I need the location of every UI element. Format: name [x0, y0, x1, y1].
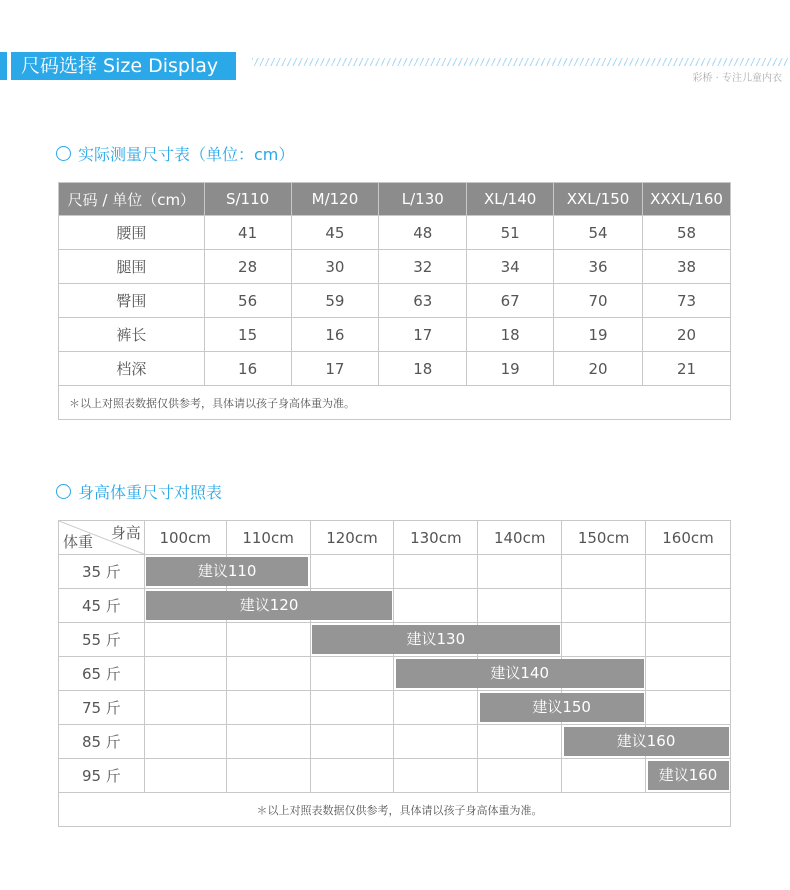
table-cell	[646, 555, 731, 589]
table-cell	[646, 589, 731, 623]
table-cell: 48	[379, 216, 467, 250]
table-cell: 16	[291, 318, 379, 352]
header-cell: 尺码 / 单位（cm）	[59, 183, 205, 216]
table-cell	[310, 589, 394, 623]
table-cell: 15	[204, 318, 291, 352]
table-cell: 58	[643, 216, 731, 250]
weight-label: 45 斤	[59, 589, 145, 623]
table-row	[59, 216, 731, 250]
corner-weight-label: 体重	[63, 533, 94, 551]
measure-table-title	[56, 142, 294, 165]
table-cell	[310, 623, 394, 657]
table-cell	[226, 759, 310, 793]
weight-label: 85 斤	[59, 725, 145, 759]
row-label: 腿围	[59, 250, 205, 284]
table-note: ＊以上对照表数据仅供参考，具体请以孩子身高体重为准。	[59, 793, 731, 827]
table-cell	[562, 657, 646, 691]
table-row	[59, 623, 731, 657]
recommendation-bar: 建议160	[564, 727, 729, 756]
recommendation-bar: 建议160	[648, 761, 729, 790]
weight-label: 75 斤	[59, 691, 145, 725]
height-header: 160cm	[646, 521, 731, 555]
table-cell	[144, 589, 226, 623]
table-cell	[478, 691, 562, 725]
height-weight-table	[58, 520, 731, 827]
corner-height-label: 身高	[110, 524, 141, 542]
table-cell: 20	[643, 318, 731, 352]
row-label: 臀围	[59, 284, 205, 318]
section-header: 尺码选择 Size Display	[11, 52, 236, 80]
height-header: 130cm	[394, 521, 478, 555]
table-cell: 17	[291, 352, 379, 386]
header-cell: M/120	[291, 183, 379, 216]
measure-table-title-text: 实际测量尺寸表（单位：cm）	[78, 145, 295, 164]
weight-label: 65 斤	[59, 657, 145, 691]
circle-icon	[56, 484, 71, 499]
table-cell	[144, 759, 226, 793]
table-cell: 73	[643, 284, 731, 318]
table-note: ＊以上对照表数据仅供参考，具体请以孩子身高体重为准。	[59, 386, 731, 420]
table-cell: 63	[379, 284, 467, 318]
recommendation-bar: 建议120	[146, 591, 392, 620]
table-cell: 59	[291, 284, 379, 318]
table-row	[59, 589, 731, 623]
table-cell	[562, 691, 646, 725]
table-cell	[394, 759, 478, 793]
height-header: 110cm	[226, 521, 310, 555]
corner-cell	[59, 521, 145, 555]
decorative-stripes	[252, 58, 788, 66]
table-cell: 28	[204, 250, 291, 284]
table-cell: 34	[467, 250, 554, 284]
table-cell: 41	[204, 216, 291, 250]
table-cell: 20	[554, 352, 643, 386]
header-cell: L/130	[379, 183, 467, 216]
table-cell	[310, 657, 394, 691]
hw-table-title-text: 身高体重尺寸对照表	[78, 483, 223, 502]
table-cell	[562, 725, 646, 759]
header-cell: XXXL/160	[643, 183, 731, 216]
table-cell: 16	[204, 352, 291, 386]
table-cell: 70	[554, 284, 643, 318]
header-cell: S/110	[204, 183, 291, 216]
table-cell: 17	[379, 318, 467, 352]
height-header: 150cm	[562, 521, 646, 555]
circle-icon	[56, 146, 71, 161]
table-cell	[144, 555, 226, 589]
table-cell	[144, 691, 226, 725]
table-cell: 56	[204, 284, 291, 318]
hw-table-title	[56, 480, 222, 503]
table-cell	[478, 759, 562, 793]
header-cell: XL/140	[467, 183, 554, 216]
table-row	[59, 318, 731, 352]
hw-header-row	[59, 521, 731, 555]
table-cell	[646, 725, 731, 759]
row-label: 裤长	[59, 318, 205, 352]
weight-label: 95 斤	[59, 759, 145, 793]
recommendation-bar: 建议130	[312, 625, 560, 654]
table-cell	[144, 657, 226, 691]
table-cell	[394, 623, 478, 657]
recommendation-bar: 建议110	[146, 557, 308, 586]
table-cell: 21	[643, 352, 731, 386]
table-cell: 54	[554, 216, 643, 250]
table-cell	[310, 691, 394, 725]
table-cell	[394, 555, 478, 589]
table-cell	[226, 623, 310, 657]
table-row	[59, 657, 731, 691]
height-header: 100cm	[144, 521, 226, 555]
table-cell	[562, 623, 646, 657]
table-cell: 51	[467, 216, 554, 250]
table-cell	[394, 725, 478, 759]
brand-tagline: 彩桥 · 专注儿童内衣	[692, 73, 782, 84]
table-cell	[144, 725, 226, 759]
table-cell: 19	[554, 318, 643, 352]
weight-label: 55 斤	[59, 623, 145, 657]
table-row	[59, 555, 731, 589]
table-cell	[478, 725, 562, 759]
table-cell: 36	[554, 250, 643, 284]
table-cell: 67	[467, 284, 554, 318]
height-header: 140cm	[478, 521, 562, 555]
note-row	[59, 386, 731, 420]
table-cell	[226, 657, 310, 691]
table-cell	[310, 759, 394, 793]
table-cell: 18	[379, 352, 467, 386]
table-cell	[394, 657, 478, 691]
table-row	[59, 352, 731, 386]
weight-label: 35 斤	[59, 555, 145, 589]
table-cell	[646, 759, 731, 793]
table-row	[59, 759, 731, 793]
table-cell	[394, 691, 478, 725]
table-row	[59, 250, 731, 284]
table-cell: 45	[291, 216, 379, 250]
table-cell	[310, 555, 394, 589]
table-cell	[478, 589, 562, 623]
table-cell	[310, 725, 394, 759]
table-cell	[144, 623, 226, 657]
header-accent	[0, 52, 7, 80]
row-label: 档深	[59, 352, 205, 386]
table-cell: 18	[467, 318, 554, 352]
table-cell: 32	[379, 250, 467, 284]
table-cell	[478, 623, 562, 657]
table-row	[59, 725, 731, 759]
table-cell	[562, 759, 646, 793]
table-cell	[478, 555, 562, 589]
table-row	[59, 691, 731, 725]
table-cell	[226, 555, 310, 589]
table-cell	[478, 657, 562, 691]
header-cell: XXL/150	[554, 183, 643, 216]
table-cell	[646, 623, 731, 657]
recommendation-bar: 建议140	[396, 659, 644, 688]
table-cell: 38	[643, 250, 731, 284]
table-cell	[562, 589, 646, 623]
table-cell	[226, 691, 310, 725]
height-header: 120cm	[310, 521, 394, 555]
measure-table	[58, 182, 731, 420]
measure-table-header	[59, 183, 731, 216]
note-row	[59, 793, 731, 827]
table-cell	[394, 589, 478, 623]
table-cell: 30	[291, 250, 379, 284]
table-cell	[646, 657, 731, 691]
table-cell	[646, 691, 731, 725]
table-cell	[226, 725, 310, 759]
table-cell	[562, 555, 646, 589]
table-cell	[226, 589, 310, 623]
table-cell: 19	[467, 352, 554, 386]
table-row	[59, 284, 731, 318]
recommendation-bar: 建议150	[480, 693, 644, 722]
row-label: 腰围	[59, 216, 205, 250]
